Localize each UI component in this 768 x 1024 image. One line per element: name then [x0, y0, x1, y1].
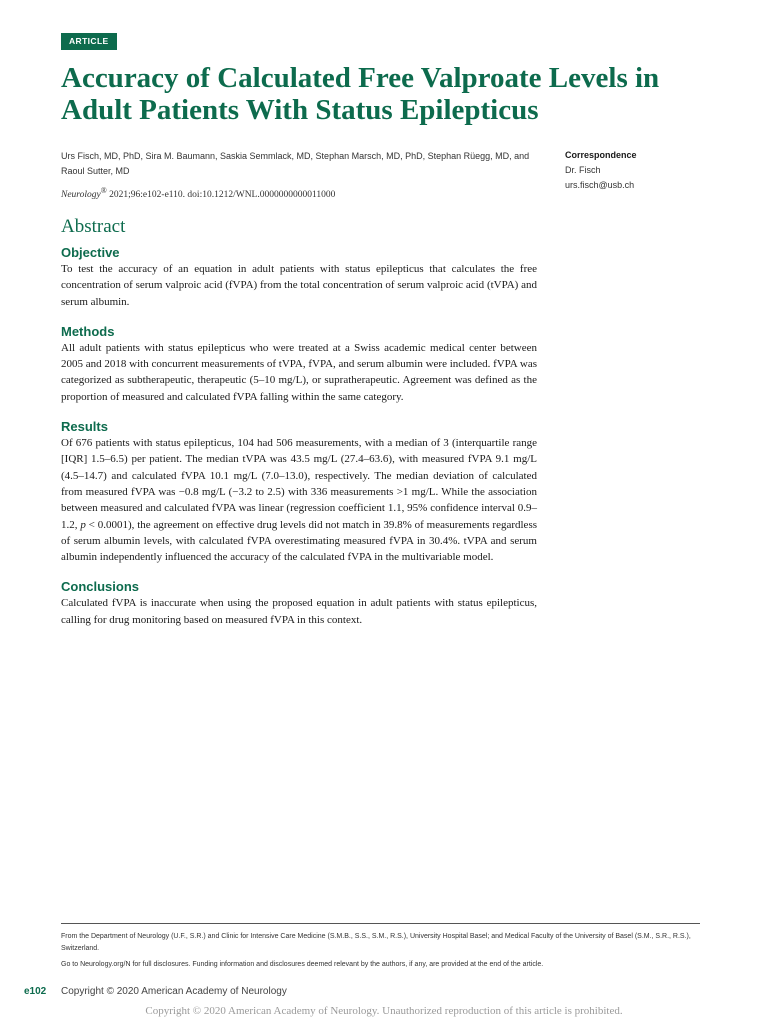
registered-mark: ® — [100, 186, 107, 195]
objective-text: To test the accuracy of an equation in adult patients with status epilepticus that calculates the free concentration of serum valproic acid (fVPA) from the total concentration of serum valproic acid (tVPA) and serum albumin. — [61, 263, 537, 308]
citation-details: 2021;96:e102-e110. doi:10.1212/WNL.0000000000011000 — [106, 190, 336, 201]
abstract-section — [61, 215, 537, 641]
methods-text: All adult patients with status epilepticus who were treated at a Swiss academic medical center between 2005 and 2018 with concurrent measurements of tVPA, fVPA, and serum albumin were included. fVPA was categorized as subtherapeutic, therapeutic (5–10 mg/L), or supratherapeutic. Agreement was defined as the proportion of measured and calculated fVPA falling within the same category. — [61, 341, 537, 403]
page-number: e102 — [24, 986, 47, 997]
article-type-badge: ARTICLE — [61, 33, 117, 50]
footnotes — [61, 931, 701, 975]
journal-name: Neurology — [61, 190, 101, 201]
correspondence-heading: Correspondence — [565, 150, 637, 160]
results-text-part-2: < 0.0001), the agreement on effective drug levels did not match in 39.8% of measurements regardless of serum albumin levels, with calculated fVPA overestimating measured fVPA in 30.4%. tVPA and serum albumin independently influenced the accuracy of the calculated fVPA in the multivariable model. — [61, 518, 538, 564]
abstract-heading: Abstract — [61, 216, 126, 237]
results-text-part-1: Of 676 patients with status epilepticus, 104 had 506 measurements, with a median of 3 (interquartile range [IQR] 1.5–6.5) per patient. The median tVPA was 43.5 mg/L (27.4–63.6), with measured fVPA 9.1 mg/L (4.5–14.7) and calculated fVPA 10.1 mg/L (7.0–13.0), respectively. The median deviation of calculated from measured fVPA was −0.8 mg/L (−3.2 to 2.5) with 336 measurements >1 mg/L. While the association between measured and calculated fVPA was linear (regression coefficient 1.1, 95% confidence interval 0.9–1.2, — [61, 437, 537, 531]
objective-heading: Objective — [61, 245, 120, 260]
results-text — [61, 435, 537, 565]
conclusions-heading: Conclusions — [61, 579, 140, 595]
results-heading: Results — [61, 419, 108, 435]
correspondence-box — [565, 148, 725, 193]
p-value-symbol: p — [80, 518, 86, 531]
disclosures-footnote: Go to Neurology.org/N for full disclosures. Funding information and disclosures deemed relevant by the authors, if any, are provided at the end of the article. — [61, 961, 544, 968]
conclusions-text: Calculated fVPA is inaccurate when using the proposed equation in adult patients with status epilepticus, calling for drug monitoring based on measured fVPA in this context. — [61, 597, 537, 626]
affiliations-footnote: From the Department of Neurology (U.F., S.R.) and Clinic for Intensive Care Medicine (S.M.B., S.S., S.M., R.S.), University Hospital Basel; and Medical Faculty of the University of Basel (S.M., S.R., R.S.), Switzerland. — [61, 933, 691, 952]
copyright-watermark: Copyright © 2020 American Academy of Neurology. Unauthorized reproduction of this article is prohibited. — [145, 1005, 623, 1017]
citation-line — [61, 184, 541, 202]
copyright-notice: Copyright © 2020 American Academy of Neurology — [61, 986, 287, 997]
author-list: Urs Fisch, MD, PhD, Sira M. Baumann, Saskia Semmlack, MD, Stephan Marsch, MD, PhD, Stephan Rüegg, MD, and Raoul Sutter, MD — [61, 151, 530, 176]
article-title: Accuracy of Calculated Free Valproate Levels in Adult Patients With Status Epilepticus — [61, 62, 660, 126]
correspondence-name: Dr. Fisch — [565, 165, 601, 175]
footnote-divider — [61, 923, 700, 924]
correspondence-email-link[interactable]: urs.fisch@usb.ch — [565, 180, 635, 190]
methods-heading: Methods — [61, 323, 115, 339]
